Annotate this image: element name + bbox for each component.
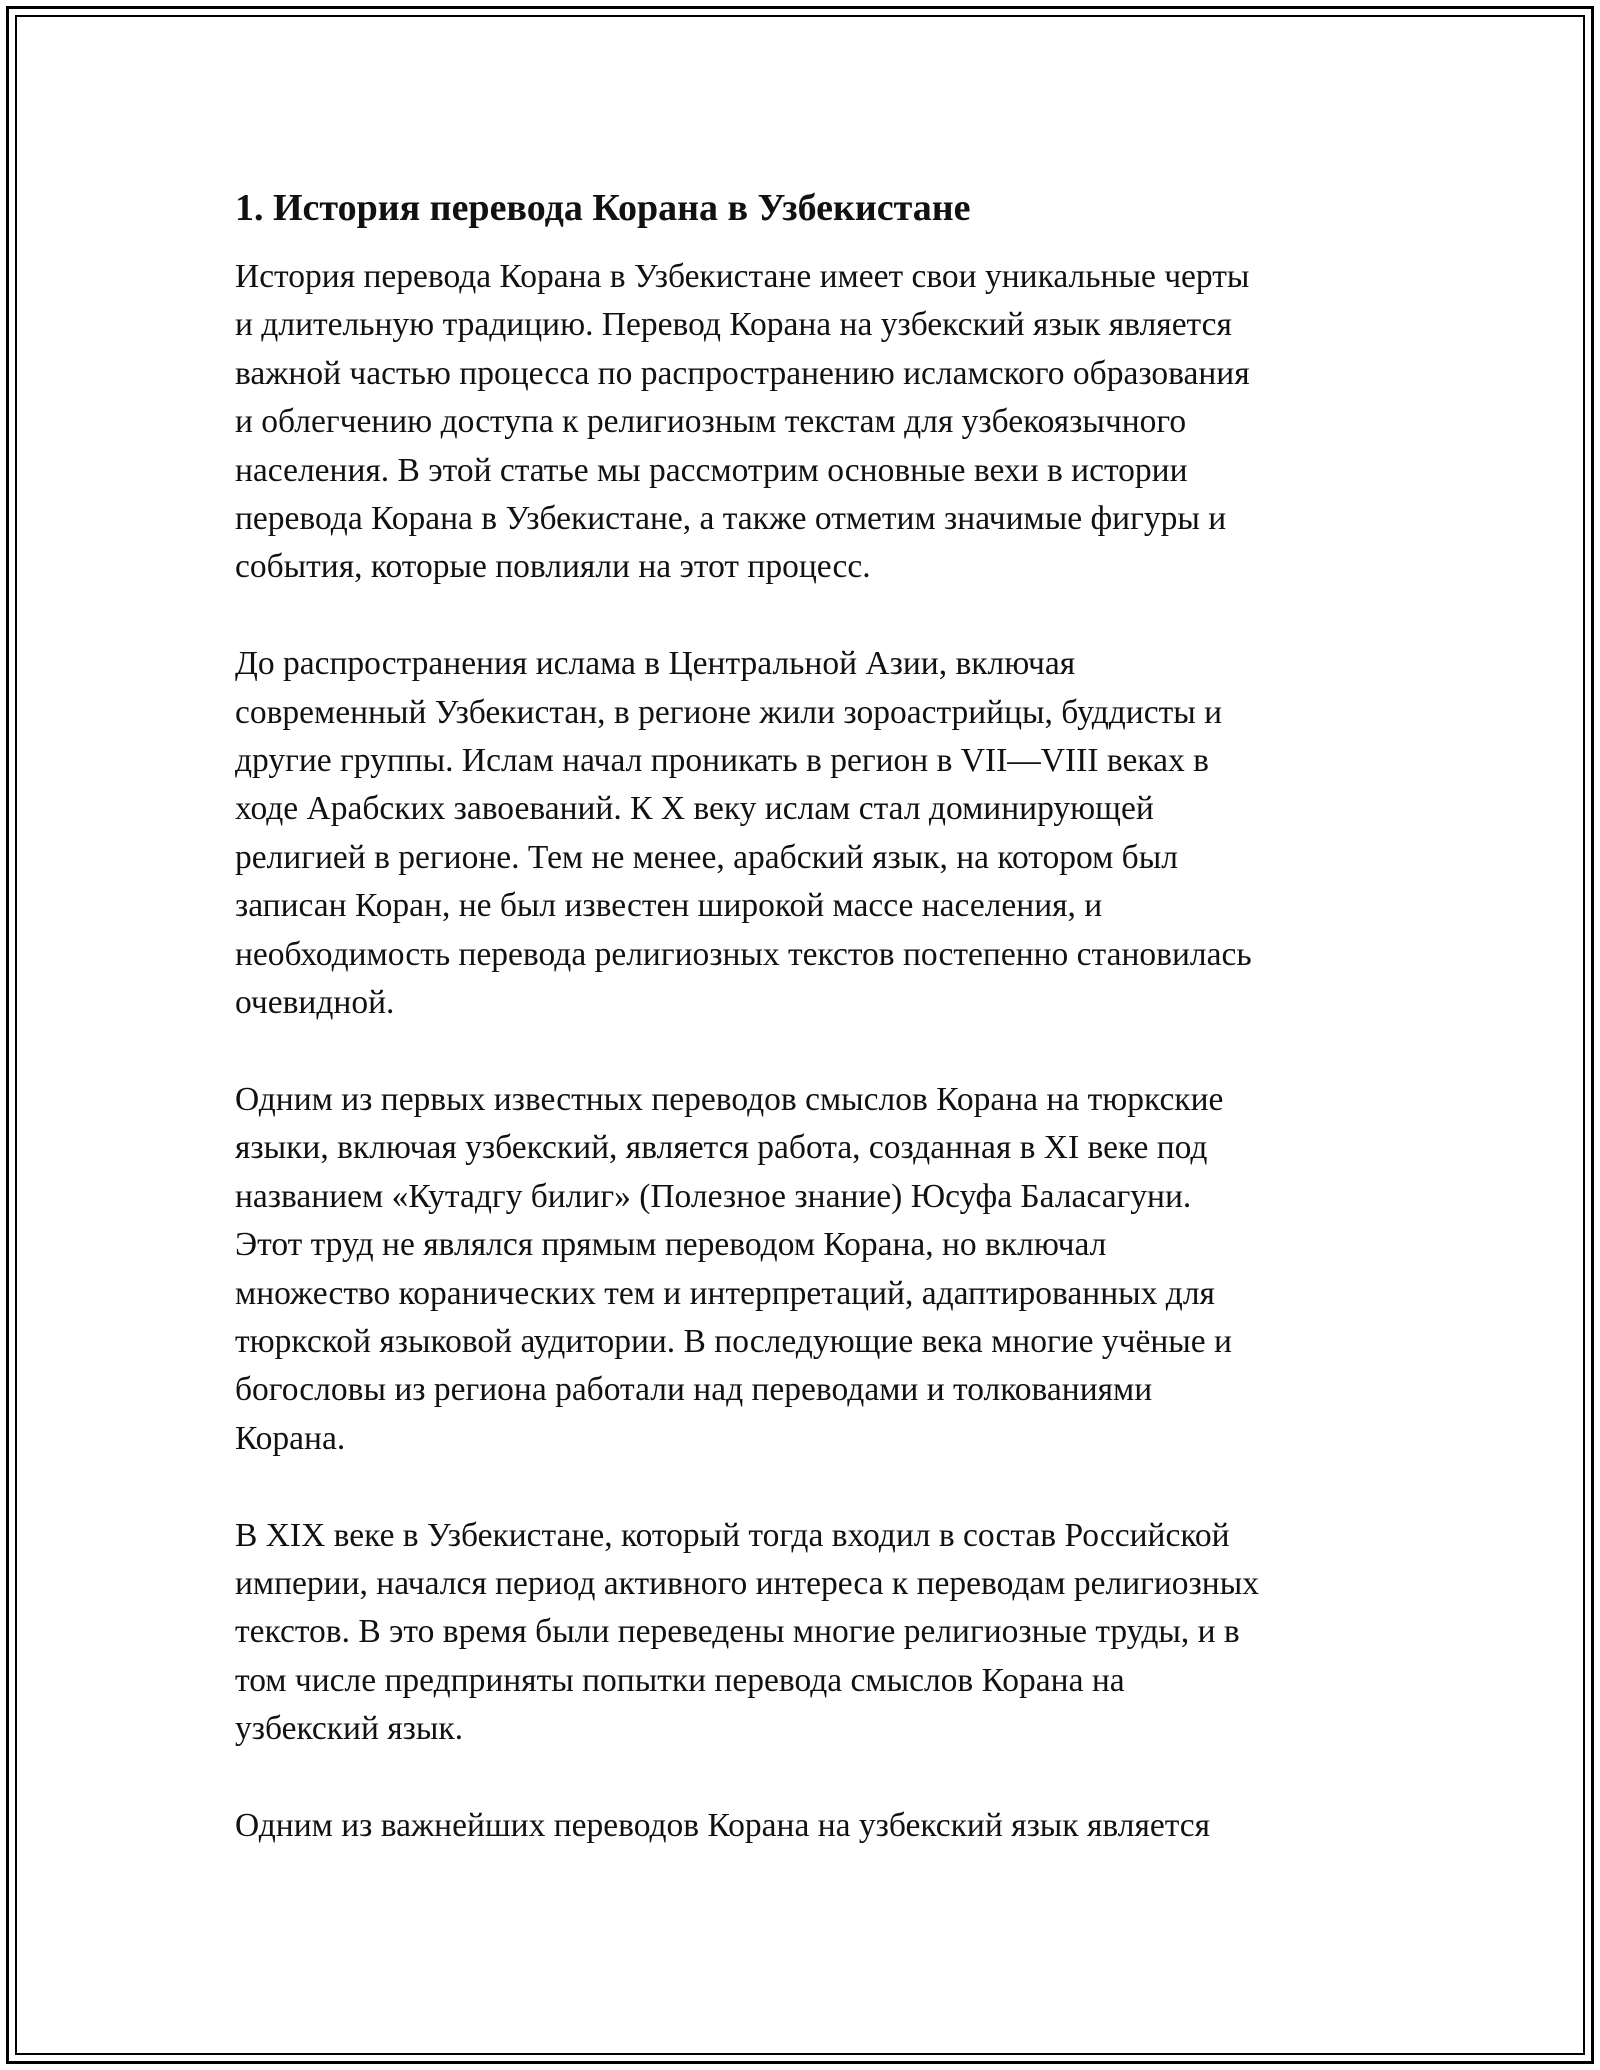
paragraph-1 — [235, 253, 1385, 592]
text-line: В XIX веке в Узбекистане, который тогда входил в состав Российской — [235, 1516, 1230, 1554]
section-heading: 1. История перевода Корана в Узбекистане — [235, 187, 971, 229]
paragraph-2 — [235, 640, 1385, 1027]
text-line: До распространения ислама в Центральной Азии, включая — [235, 645, 1076, 683]
text-line: Корана. — [235, 1419, 346, 1457]
text-line: записан Коран, не был известен широкой массе населения, и — [235, 887, 1103, 925]
text-line: множество коранических тем и интерпретаций, адаптированных для — [235, 1274, 1215, 1312]
text-line: и длительную традицию. Перевод Корана на узбекский язык является — [235, 306, 1232, 344]
text-line: языки, включая узбекский, является работа, созданная в XI веке под — [235, 1129, 1208, 1167]
text-line: и облегчению доступа к религиозным текстам для узбекоязычного — [235, 403, 1187, 441]
text-line: тюркской языковой аудитории. В последующие века многие учёные и — [235, 1322, 1232, 1360]
document-body — [235, 185, 1385, 1899]
text-line: названием «Кутадгу билиг» (Полезное знание) Юсуфа Баласагуни. — [235, 1177, 1192, 1215]
text-line: очевидной. — [235, 984, 395, 1022]
text-line: Одним из важнейших переводов Корана на узбекский язык является — [235, 1806, 1211, 1844]
paragraph-5 — [235, 1802, 1385, 1850]
text-line: текстов. В это время были переведены многие религиозные труды, и в — [235, 1613, 1240, 1651]
text-line: населения. В этой статье мы рассмотрим основные вехи в истории — [235, 451, 1188, 489]
text-line: империи, начался период активного интереса к переводам религиозных — [235, 1564, 1259, 1602]
text-line: том числе предприняты попытки перевода смыслов Корана на — [235, 1661, 1125, 1699]
text-line: религией в регионе. Тем не менее, арабский язык, на котором был — [235, 838, 1178, 876]
text-line: Этот труд не являлся прямым переводом Корана, но включал — [235, 1226, 1107, 1264]
text-line: важной частью процесса по распространению исламского образования — [235, 354, 1250, 392]
text-line: другие группы. Ислам начал проникать в регион в VII—VIII веках в — [235, 742, 1209, 780]
text-line: необходимость перевода религиозных текстов постепенно становилась — [235, 935, 1252, 973]
text-line: события, которые повлияли на этот процесс. — [235, 548, 871, 586]
text-line: перевода Корана в Узбекистане, а также отметим значимые фигуры и — [235, 500, 1227, 538]
text-line: ходе Арабских завоеваний. К X веку ислам стал доминирующей — [235, 790, 1154, 828]
paragraph-3 — [235, 1076, 1385, 1463]
paragraph-4 — [235, 1512, 1385, 1754]
text-line: узбекский язык. — [235, 1710, 464, 1748]
text-line: современный Узбекистан, в регионе жили зороастрийцы, буддисты и — [235, 693, 1223, 731]
text-line: Одним из первых известных переводов смыслов Корана на тюркские — [235, 1080, 1224, 1118]
text-line: богословы из региона работали над переводами и толкованиями — [235, 1371, 1153, 1409]
text-line: История перевода Корана в Узбекистане имеет свои уникальные черты — [235, 258, 1250, 295]
